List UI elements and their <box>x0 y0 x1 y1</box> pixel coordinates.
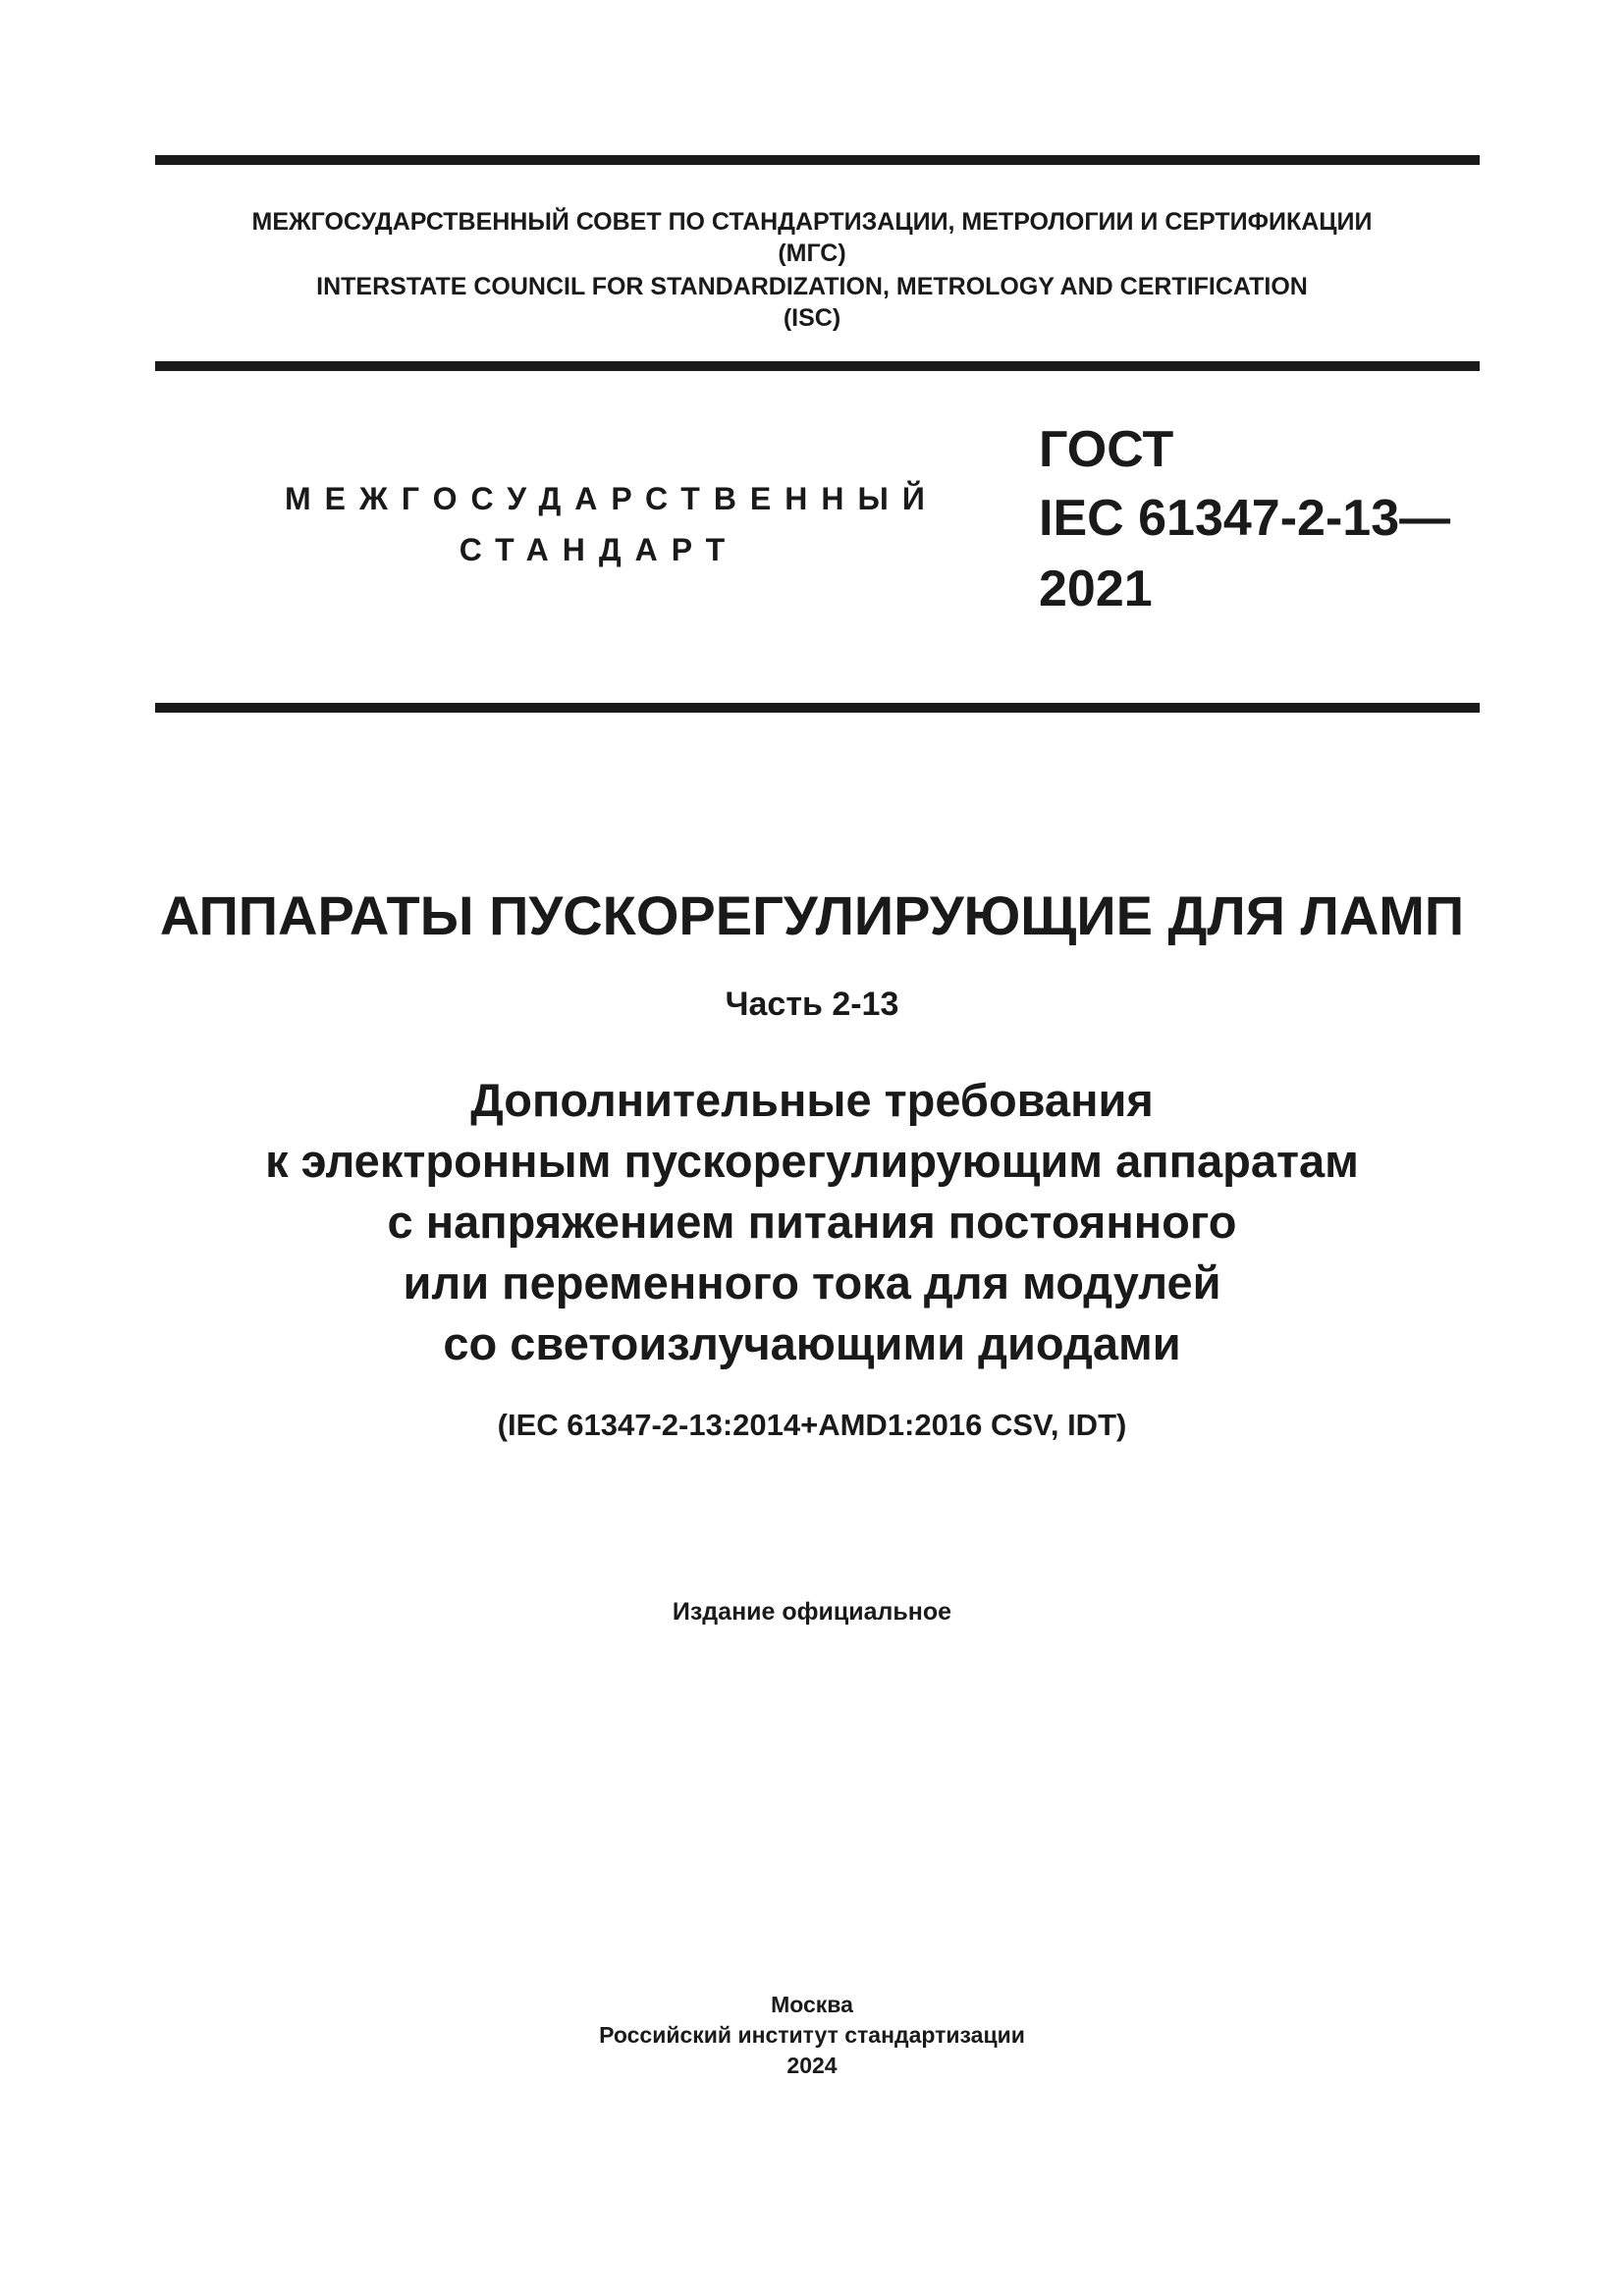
gost-designation-line-1: ГОСТ <box>1039 421 1174 478</box>
gost-designation-year: 2021 <box>1039 561 1153 617</box>
council-name-ru: МЕЖГОСУДАРСТВЕННЫЙ СОВЕТ ПО СТАНДАРТИЗАЦИИ, МЕТРОЛОГИИ И СЕРТИФИКАЦИИ <box>251 208 1373 236</box>
council-name-en: INTERSTATE COUNCIL FOR STANDARDIZATION, METROLOGY AND CERTIFICATION <box>316 273 1308 300</box>
publisher-city: Москва <box>771 1992 853 2017</box>
bottom-divider <box>155 703 1480 713</box>
subtitle-line-3: с напряжением питания постоянного <box>387 1196 1237 1248</box>
publication-year: 2024 <box>786 2053 838 2078</box>
gost-designation-line-2: IEC 61347-2-13— <box>1039 490 1451 547</box>
subtitle-line-5: со светоизлучающими диодами <box>443 1317 1181 1369</box>
middle-divider <box>155 361 1480 371</box>
part-label: Часть 2-13 <box>725 986 899 1023</box>
edition-label: Издание официальное <box>672 1598 952 1626</box>
standard-type-line-1: МЕЖГОСУДАРСТВЕННЫЙ <box>285 481 939 516</box>
council-abbr-ru: (МГС) <box>778 240 846 267</box>
subtitle-line-4: или переменного тока для модулей <box>403 1256 1221 1308</box>
subtitle-line-2: к электронным пускорегулирующим аппаратам <box>265 1135 1359 1187</box>
document-title: АППАРАТЫ ПУСКОРЕГУЛИРУЮЩИЕ ДЛЯ ЛАМП <box>159 884 1465 946</box>
subtitle-line-1: Дополнительные требования <box>470 1074 1154 1126</box>
publisher-name: Российский институт стандартизации <box>599 2022 1025 2048</box>
top-divider <box>155 155 1480 165</box>
iec-reference: (IEC 61347-2-13:2014+AMD1:2016 CSV, IDT) <box>497 1408 1127 1442</box>
standard-type-line-2: СТАНДАРТ <box>459 532 739 567</box>
council-abbr-en: (ISC) <box>783 304 841 332</box>
